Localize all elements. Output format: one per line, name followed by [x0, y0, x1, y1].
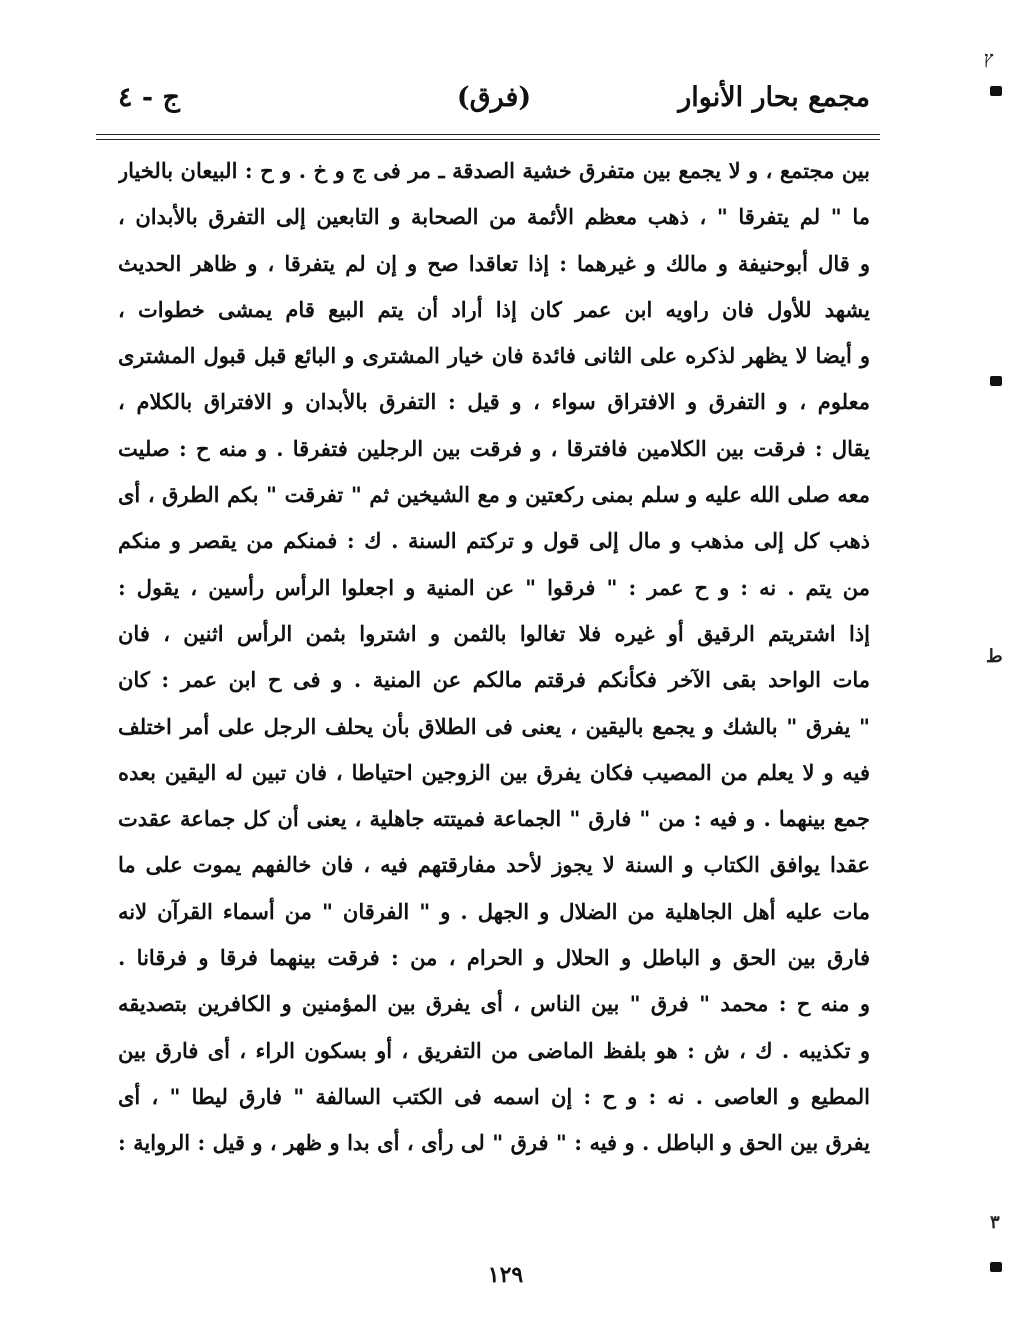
text-line: يفرق بين الحق و الباطل . و فيه : " فرق " لى رأى ، أى بدا و ظهر ، و قيل : الرواية : — [118, 1130, 870, 1156]
margin-mark: ط — [986, 646, 1003, 667]
running-header — [118, 82, 870, 124]
text-line: و قال أبوحنيفة و مالك و غيرهما : إذا تعاقدا صح و إن لم يتفرقا ، و ظاهر الحديث — [118, 250, 870, 276]
margin-tick — [990, 376, 1002, 386]
text-line: المطيع و العاصى . نه : و ح : إن اسمه فى الكتب السالفة " فارق ليطا " ، أى — [118, 1083, 870, 1109]
text-line: يشهد للأول فان راويه ابن عمر كان إذا أراد أن يتم البيع قام يمشى خطوات ، — [118, 296, 870, 322]
text-line: مات عليه أهل الجاهلية من الضلال و الجهل . و " الفرقان " من أسماء القرآن لانه — [118, 898, 870, 924]
text-line: معه صلى الله عليه و سلم بمنى ركعتين و مع الشيخين ثم " تفرقت " بكم الطرق ، أى — [118, 482, 870, 508]
text-line: فيه و لا يعلم من المصيب فكان يفرق بين الزوجين احتياطا ، فان تبين له اليقين بعده — [118, 759, 870, 785]
text-line: و منه ح : محمد " فرق " بين الناس ، أى يفرق بين المؤمنين و الكافرين بتصديقه — [118, 991, 870, 1017]
margin-tick — [990, 1262, 1002, 1272]
margin-tick — [990, 86, 1002, 96]
book-title: مجمع بحار الأنوار — [678, 82, 870, 113]
text-line: و أيضا لا يظهر لذكره على الثانى فائدة فان خيار المشترى و البائع قبل قبول المشترى — [118, 343, 870, 369]
text-line: " يفرق " بالشك و يجمع باليقين ، يعنى فى الطلاق بأن يحلف الرجل على أمر اختلف — [118, 713, 870, 739]
margin-mark: ץ — [984, 48, 994, 69]
text-line: بين مجتمع ، و لا يجمع بين متفرق خشية الصدقة ـ مر فى ج و خ . و ح : البيعان بالخيار — [118, 158, 870, 183]
entry-heading: (فرق) — [456, 82, 532, 113]
text-line: مات الواحد بقى الآخر فكأنكم فرقتم مالكم عن المنية . و فى ح ابن عمر : كان — [118, 667, 870, 693]
text-line: من يتم . نه : و ح عمر : " فرقوا " عن المنية و اجعلوا الرأس رأسين ، يقول : — [118, 574, 870, 600]
header-rule-secondary — [96, 139, 880, 140]
text-line: جمع بينهما . و فيه : من " فارق " الجماعة فميتته جاهلية ، يعنى أن كل جماعة عقدت — [118, 806, 870, 832]
text-line: معلوم ، و التفرق و الافتراق سواء ، و قيل : التفرق بالأبدان و الافتراق بالكلام ، — [118, 389, 870, 415]
text-line: ما " لم يتفرقا " ، ذهب معظم الأئمة من الصحابة و التابعين إلى التفرق بالأبدان ، — [118, 204, 870, 230]
text-line: فارق بين الحق و الباطل و الحلال و الحرام ، من : فرقت بينهما فرقا و فرقانا . — [118, 945, 870, 971]
text-line: و تكذيبه . ك ، ش : هو بلفظ الماضى من التفريق ، أو بسكون الراء ، أى فارق بين — [118, 1037, 870, 1063]
header-rule — [96, 134, 880, 135]
text-line: ذهب كل إلى مذهب و مال إلى قول و تركتم السنة . ك : فمنكم من يقصر و منكم — [118, 528, 870, 554]
text-line: يقال : فرقت بين الكلامين فافترقا ، و فرقت بين الرجلين فتفرقا . و منه ح : صليت — [118, 435, 870, 461]
margin-mark: ٣ — [990, 1212, 1000, 1233]
page-body — [118, 148, 870, 1167]
page-number: ١٢٩ — [487, 1262, 524, 1288]
text-line: عقدا يوافق الكتاب و السنة لا يجوز لأحد مفارقتهم فيه ، فان خالفهم يموت على ما — [118, 852, 870, 878]
text-line: إذا اشتريتم الرقيق أو غيره فلا تغالوا بالثمن و اشتروا بثمن الرأس اثنين ، فان — [118, 620, 870, 646]
volume-number: ج - ٤ — [118, 82, 180, 113]
